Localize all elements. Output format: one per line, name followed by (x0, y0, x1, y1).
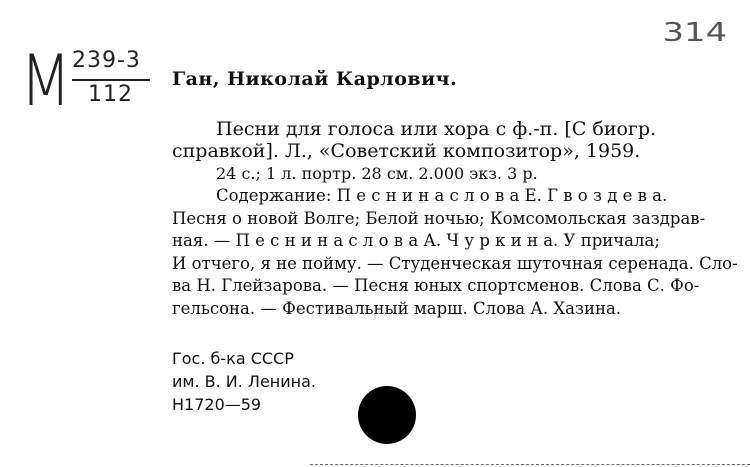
contents-line: Содержание: П е с н и н а с л о в а Е. Г в о з д е в а. (216, 186, 668, 205)
shelf-mark-top: 239-3 (72, 48, 141, 73)
title-line: Песни для голоса или хора с ф.-п. [С биогр. (216, 118, 657, 140)
title-line: справкой]. Л., «Советский композитор», 1959. (172, 140, 641, 162)
corner-number: 314 (662, 18, 728, 48)
shelf-mark-bottom: 112 (88, 82, 133, 107)
contents-line: ва Н. Глейзарова. — Песня юных спортсменов. Слова С. Фо- (172, 276, 700, 295)
author-heading: Ган, Николай Карлович. (172, 68, 458, 90)
contents-line: гельсона. — Фестивальный марш. Слова А. Хазина. (172, 299, 622, 318)
shelf-mark-divider (72, 79, 150, 81)
library-code: Н1720—59 (172, 395, 262, 414)
punch-hole (358, 386, 416, 444)
contents-line: И отчего, я не пойму. — Студенческая шуточная серенада. Сло- (172, 254, 738, 273)
contents-line: Песня о новой Волге; Белой ночью; Комсомольская заздрав- (172, 209, 706, 228)
contents-line: ная. — П е с н и н а с л о в а А. Ч у р к и н а. У причала; (172, 231, 660, 250)
card-bottom-edge (310, 464, 750, 465)
library-line: Гос. б-ка СССР (172, 349, 294, 368)
physical-description: 24 с.; 1 л. портр. 28 см. 2.000 экз. 3 р. (216, 164, 538, 183)
shelf-mark-letter: М (20, 40, 72, 122)
library-line: им. В. И. Ленина. (172, 372, 317, 391)
